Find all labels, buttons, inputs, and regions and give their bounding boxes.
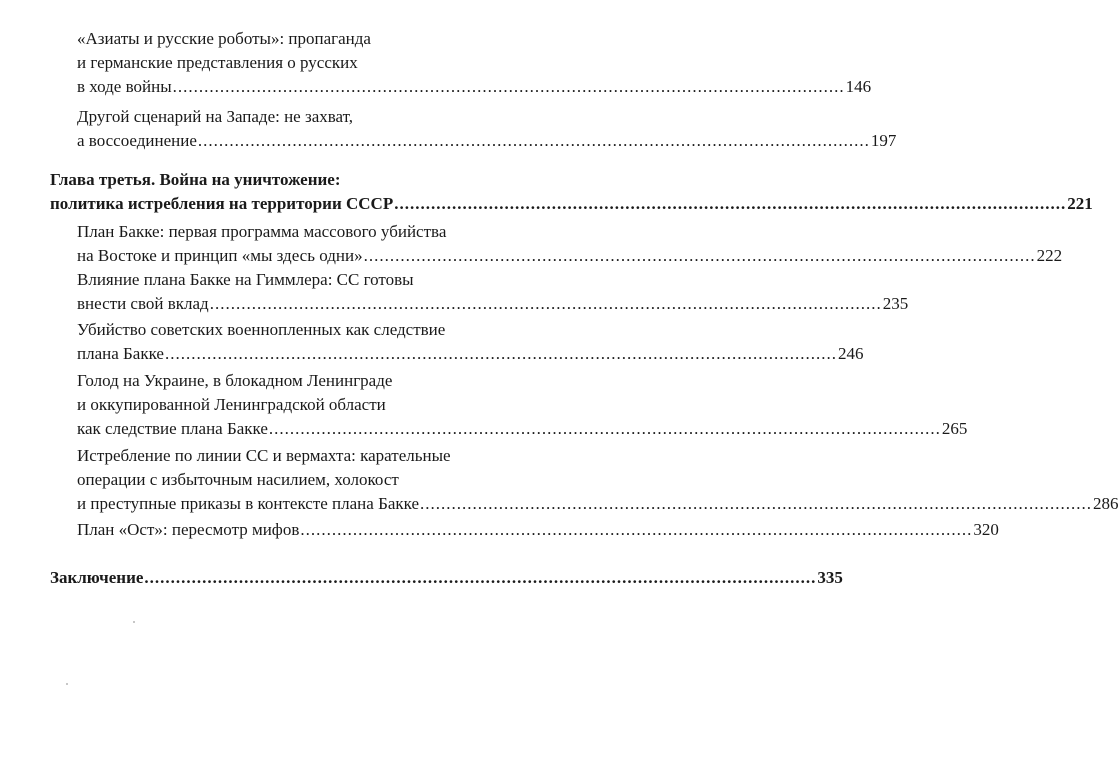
toc-page-number: 146 [845, 77, 872, 96]
toc-entry-last-line [77, 492, 1119, 516]
toc-page-number: 286 [1093, 494, 1119, 513]
chapter-title-line: Глава третья. Война на уничтожение: [50, 170, 341, 189]
toc-page-number: 221 [1067, 194, 1093, 213]
toc-page-number: 335 [817, 568, 843, 587]
toc-page-number: 197 [870, 131, 897, 150]
dot-leader: ................................................................................................................................ [363, 246, 1036, 265]
chapter-title-line: Заключение [50, 568, 144, 587]
toc-page-number: 246 [837, 344, 864, 363]
toc-entry-text-line: на Востоке и принцип «мы здесь одни» [77, 246, 363, 265]
toc-entry-last-line [77, 129, 897, 153]
scan-speck [133, 621, 135, 623]
toc-entry-text-line: «Азиаты и русские роботы»: пропаганда [77, 29, 371, 48]
toc-entry-text-line: и германские представления о русских [77, 53, 358, 72]
scan-speck [66, 683, 68, 685]
toc-entry-last-line [77, 342, 864, 366]
toc-entry-text-line: Голод на Украине, в блокадном Ленинграде [77, 371, 393, 390]
toc-entry-last-line [77, 75, 872, 99]
dot-leader: ................................................................................................................................ [268, 419, 941, 438]
toc-page-number: 265 [941, 419, 968, 438]
toc-entry-last-line [77, 518, 999, 542]
dot-leader: ................................................................................................................................ [420, 494, 1093, 513]
dot-leader: ................................................................................................................................ [144, 568, 817, 587]
toc-entry-text-line: Убийство советских военнопленных как следствие [77, 320, 446, 339]
toc-entry-plan-ost [77, 518, 999, 542]
toc-entry-text-line: и оккупированной Ленинградской области [77, 395, 386, 414]
toc-page-number: 222 [1036, 246, 1063, 265]
toc-chapter-three [50, 168, 1093, 216]
toc-entry-text-line: Влияние плана Бакке на Гиммлера: СС готовы [77, 270, 414, 289]
toc-entry-text-line: плана Бакке [77, 344, 164, 363]
dot-leader: ................................................................................................................................ [172, 77, 845, 96]
toc-entry-extermination [77, 444, 1119, 516]
toc-entry-backe-plan [77, 220, 1063, 268]
toc-entry-other-scenario [77, 105, 897, 153]
toc-entry-pows [77, 318, 864, 366]
toc-entry-text-line: как следствие плана Бакке [77, 419, 268, 438]
toc-entry-text-line: Истребление по линии СС и вермахта: карательные [77, 446, 451, 465]
toc-entry-asians-robots [77, 27, 872, 99]
toc-page-number: 235 [882, 294, 909, 313]
toc-entry-text-line: Другой сценарий на Западе: не захват, [77, 107, 354, 126]
toc-entry-text-line: в ходе войны [77, 77, 172, 96]
toc-entry-last-line [50, 192, 1093, 216]
toc-entry-last-line [50, 566, 843, 590]
chapter-title-line: политика истребления на территории СССР [50, 194, 394, 213]
toc-entry-text-line: операции с избыточным насилием, холокост [77, 470, 399, 489]
dot-leader: ................................................................................................................................ [394, 194, 1067, 213]
dot-leader: ................................................................................................................................ [197, 131, 870, 150]
dot-leader: ................................................................................................................................ [164, 344, 837, 363]
dot-leader: ................................................................................................................................ [300, 520, 973, 539]
toc-entry-text-line: План Бакке: первая программа массового убийства [77, 222, 447, 241]
toc-entry-text-line: внести свой вклад [77, 294, 209, 313]
toc-entry-last-line [77, 292, 909, 316]
toc-entry-famine [77, 369, 968, 441]
toc-conclusion [50, 566, 843, 590]
toc-entry-himmler [77, 268, 909, 316]
toc-entry-text-line: а воссоединение [77, 131, 197, 150]
toc-entry-text-line: План «Ост»: пересмотр мифов [77, 520, 300, 539]
toc-entry-text-line: и преступные приказы в контексте плана Бакке [77, 494, 420, 513]
toc-entry-last-line [77, 244, 1063, 268]
dot-leader: ................................................................................................................................ [209, 294, 882, 313]
toc-page-number: 320 [973, 520, 999, 539]
toc-entry-last-line [77, 417, 968, 441]
